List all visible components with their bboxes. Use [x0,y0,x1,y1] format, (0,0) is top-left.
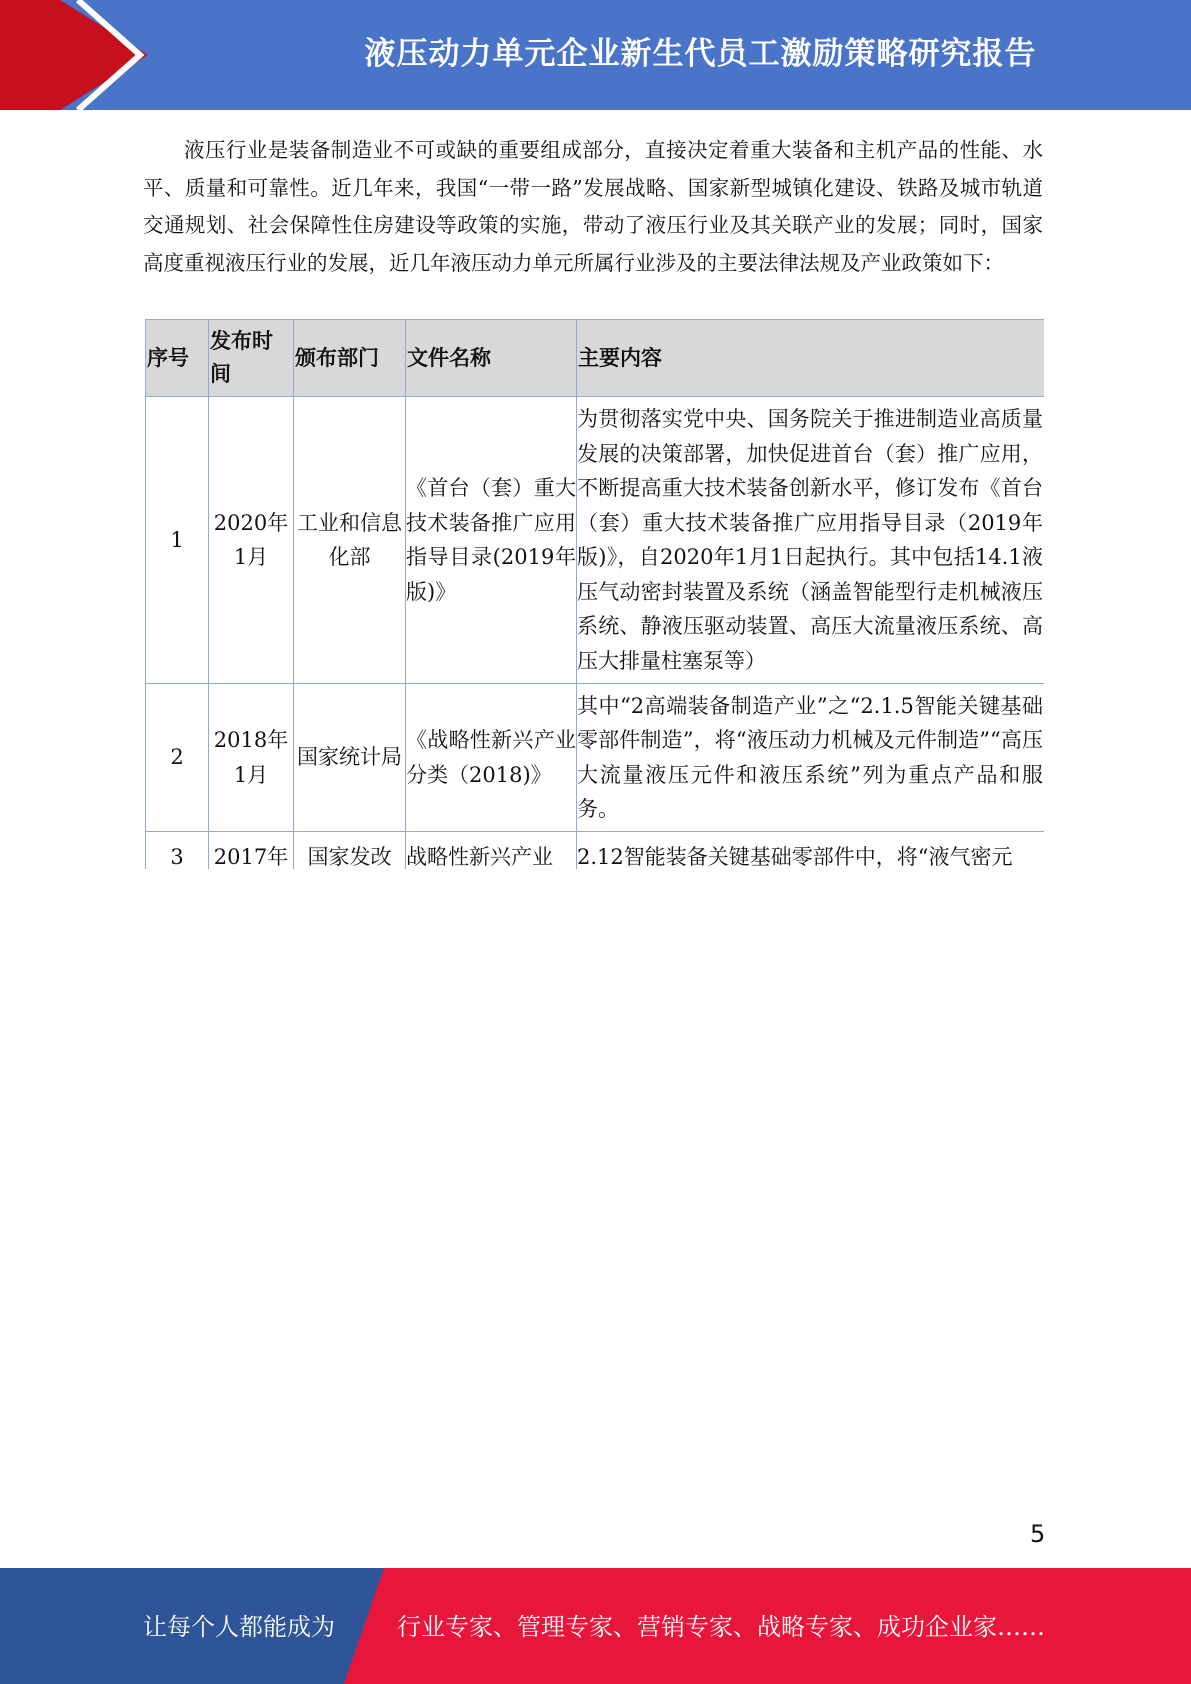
cell-content: 其中“2高端装备制造产业”之“2.1.5智能关键基础零部件制造”，将“液压动力机械及元件制造”“高压大流量液压元件和液压系统”列为重点产品和服务。 [577,684,1045,832]
table-header-row [146,320,1045,397]
header-doc: 文件名称 [406,320,577,397]
cell-dept: 工业和信息化部 [294,397,406,684]
table-row [146,684,1045,832]
cell-doc: 战略性新兴产业 [406,832,577,870]
table-row [146,832,1045,870]
header-date: 发布时间 [209,320,294,397]
cell-dept: 国家发改 [294,832,406,870]
footer-slogan-right: 行业专家、管理专家、营销专家、战略专家、成功企业家…… [397,1613,1045,1641]
cell-date: 2018年1月 [209,684,294,832]
footer-bar [0,1568,1191,1684]
cell-content: 2.12智能装备关键基础零部件中，将“液气密元 [577,832,1045,870]
cell-date: 2020年1月 [209,397,294,684]
cell-dept: 国家统计局 [294,684,406,832]
header-arrow-decoration [0,0,160,110]
header-dept: 颁布部门 [294,320,406,397]
page-number: 5 [1030,1520,1046,1548]
cell-doc: 《首台（套）重大技术装备推广应用指导目录(2019年版)》 [406,397,577,684]
policy-table [145,319,1044,869]
footer-slogan-left: 让每个人都能成为 [143,1613,335,1641]
table-row [146,397,1045,684]
cell-doc: 《战略性新兴产业分类（2018)》 [406,684,577,832]
cell-seq: 3 [146,832,209,870]
policy-table-container [145,319,1044,869]
intro-paragraph: 液压行业是装备制造业不可或缺的重要组成部分，直接决定着重大装备和主机产品的性能、水平、质量和可靠性。近几年来，我国“一带一路”发展战略、国家新型城镇化建设、铁路及城市轨道交通规划、社会保障性住房建设等政策的实施，带动了液压行业及其关联产业的发展；同时，国家高度重视液压行业的发展，近几年液压动力单元所属行业涉及的主要法律法规及产业政策如下： [143,138,1043,275]
cell-content: 为贯彻落实党中央、国务院关于推进制造业高质量发展的决策部署，加快促进首台（套）推广应用，不断提高重大技术装备创新水平，修订发布《首台（套）重大技术装备推广应用指导目录（2019年版)》，自2020年1月1日起执行。其中包括14.1液压气动密封装置及系统（涵盖智能型行走机械液压系统、静液压驱动装置、高压大流量液压系统、高压大排量柱塞泵等） [577,397,1045,684]
header-content: 主要内容 [577,320,1045,397]
header-seq: 序号 [146,320,209,397]
cell-date: 2017年 [209,832,294,870]
report-title: 液压动力单元企业新生代员工激励策略研究报告 [364,36,1037,72]
cell-seq: 2 [146,684,209,832]
header-bar [0,0,1191,110]
cell-seq: 1 [146,397,209,684]
